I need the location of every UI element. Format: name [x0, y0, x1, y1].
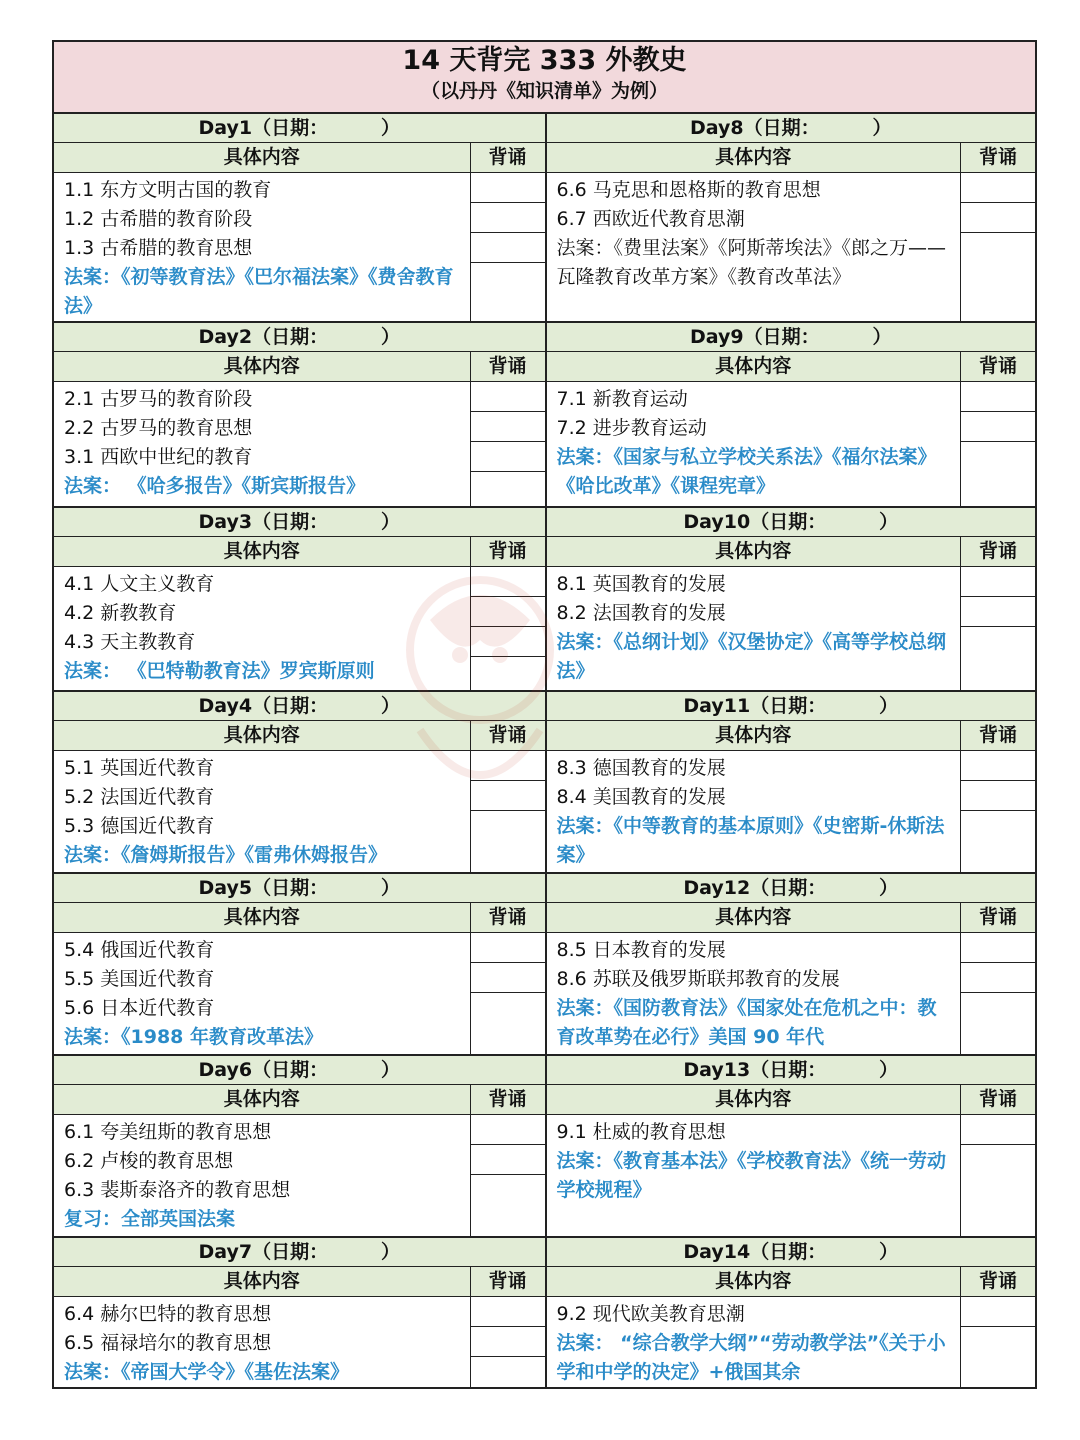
topic-item: 8.3 德国教育的发展	[556, 757, 726, 779]
recite-checkbox[interactable]	[961, 1297, 1035, 1327]
day-body	[547, 1297, 1036, 1387]
day-content	[54, 1115, 471, 1236]
recite-checkboxes	[961, 1297, 1035, 1387]
recite-checkbox[interactable]	[961, 933, 1035, 963]
day-label[interactable]: Day13（日期： ）	[547, 1056, 1036, 1085]
day-label[interactable]: Day8（日期： ）	[547, 114, 1036, 143]
day-body	[547, 1115, 1036, 1236]
recite-checkbox[interactable]	[471, 597, 545, 627]
day-content	[54, 173, 471, 321]
law-note: 法案：《初等教育法》《巴尔福法案》《费舍教育法》	[64, 266, 454, 317]
day-block	[54, 692, 545, 874]
recite-checkbox[interactable]	[471, 382, 545, 412]
day-content	[547, 933, 962, 1054]
day-block	[547, 114, 1036, 323]
content-header: 具体内容	[54, 721, 471, 750]
recite-checkbox[interactable]	[961, 993, 1035, 1054]
recite-checkbox[interactable]	[471, 627, 545, 657]
day-content	[547, 751, 962, 872]
topic-item: 6.1 夸美纽斯的教育思想	[64, 1121, 272, 1143]
recite-checkboxes	[471, 567, 545, 690]
topic-item: 6.2 卢梭的教育思想	[64, 1150, 234, 1172]
topic-item: 1.3 古希腊的教育思想	[64, 237, 253, 259]
recite-checkboxes	[961, 751, 1035, 872]
recite-checkbox[interactable]	[961, 963, 1035, 993]
day-block	[547, 323, 1036, 508]
recite-header: 背诵	[978, 540, 1017, 562]
law-note: 法案： “综合教学大纲”“劳动教学法”《关于小学和中学的决定》+俄国其余	[556, 1332, 946, 1383]
content-header: 具体内容	[547, 143, 962, 172]
left-column	[54, 114, 545, 1387]
column-header-row	[547, 352, 1036, 382]
recite-checkbox[interactable]	[471, 811, 545, 872]
right-column	[545, 114, 1036, 1387]
recite-checkbox[interactable]	[471, 1145, 545, 1175]
schedule-sheet	[52, 40, 1037, 1389]
column-header-row	[547, 903, 1036, 933]
law-note: 法案：《国家与私立学校关系法》《福尔法案》《哈比改革》《课程宪章》	[556, 446, 937, 497]
topic-item: 6.3 裴斯泰洛齐的教育思想	[64, 1179, 291, 1201]
recite-checkbox[interactable]	[961, 1115, 1035, 1145]
content-header: 具体内容	[547, 1085, 962, 1114]
column-header-row	[54, 903, 545, 933]
content-header: 具体内容	[547, 721, 962, 750]
recite-header: 背诵	[978, 146, 1017, 168]
recite-checkbox[interactable]	[961, 382, 1035, 412]
recite-checkboxes	[961, 1115, 1035, 1236]
recite-checkbox[interactable]	[471, 751, 545, 781]
recite-checkbox[interactable]	[471, 442, 545, 472]
day-block	[54, 874, 545, 1056]
recite-checkbox[interactable]	[961, 442, 1035, 506]
column-header-row	[54, 537, 545, 567]
recite-checkbox[interactable]	[961, 412, 1035, 442]
content-header: 具体内容	[54, 1085, 471, 1114]
day-content	[54, 751, 471, 872]
column-header-row	[547, 143, 1036, 173]
recite-checkboxes	[961, 173, 1035, 321]
topic-item: 5.4 俄国近代教育	[64, 939, 215, 961]
topic-item: 8.4 美国教育的发展	[556, 786, 726, 808]
column-header-row	[54, 1085, 545, 1115]
recite-checkbox[interactable]	[471, 472, 545, 506]
law-note: 法案：《1988 年教育改革法》	[64, 1026, 323, 1048]
content-header: 具体内容	[54, 903, 471, 932]
day-block	[547, 1238, 1036, 1387]
law-note: 法案：《总纲计划》《汉堡协定》《高等学校总纲法》	[556, 631, 947, 682]
recite-checkboxes	[471, 751, 545, 872]
topic-item: 8.2 法国教育的发展	[556, 602, 726, 624]
recite-checkbox[interactable]	[471, 1357, 545, 1387]
recite-header: 背诵	[488, 724, 527, 746]
day-body	[54, 933, 545, 1054]
day-body	[54, 1297, 545, 1387]
topic-item: 4.3 天主教教育	[64, 631, 196, 653]
topic-item: 6.6 马克思和恩格斯的教育思想	[556, 179, 821, 201]
day-label[interactable]: Day9（日期： ）	[547, 323, 1036, 352]
page-title: 14 天背完 333 外教史	[402, 45, 687, 76]
content-header: 具体内容	[54, 537, 471, 566]
day-label[interactable]: Day1（日期： ）	[54, 114, 545, 143]
recite-checkbox[interactable]	[471, 173, 545, 203]
topic-item: 6.7 西欧近代教育思潮	[556, 208, 745, 230]
day-block	[547, 1056, 1036, 1238]
recite-header: 背诵	[488, 146, 527, 168]
recite-checkbox[interactable]	[471, 1175, 545, 1236]
day-label[interactable]: Day5（日期： ）	[54, 874, 545, 903]
recite-header: 背诵	[978, 906, 1017, 928]
day-block	[54, 1056, 545, 1238]
recite-checkbox[interactable]	[961, 1327, 1035, 1387]
content-header: 具体内容	[54, 352, 471, 381]
recite-checkbox[interactable]	[961, 811, 1035, 872]
topic-item: 9.1 杜威的教育思想	[556, 1121, 726, 1143]
day-body	[54, 567, 545, 690]
day-body	[54, 382, 545, 506]
day-content	[54, 933, 471, 1054]
topic-item: 3.1 西欧中世纪的教育	[64, 446, 253, 468]
day-body	[547, 382, 1036, 506]
recite-header: 背诵	[488, 1270, 527, 1292]
day-body	[54, 1115, 545, 1236]
recite-checkbox[interactable]	[471, 993, 545, 1054]
recite-header: 背诵	[978, 1270, 1017, 1292]
day-content	[547, 173, 962, 321]
topic-item: 7.1 新教育运动	[556, 388, 688, 410]
day-label[interactable]: Day6（日期： ）	[54, 1056, 545, 1085]
day-label[interactable]: Day7（日期： ）	[54, 1238, 545, 1267]
day-body	[54, 751, 545, 872]
recite-checkbox[interactable]	[471, 263, 545, 321]
recite-header: 背诵	[488, 355, 527, 377]
day-label[interactable]: Day4（日期： ）	[54, 692, 545, 721]
recite-checkboxes	[471, 173, 545, 321]
content-header: 具体内容	[547, 903, 962, 932]
recite-checkbox[interactable]	[471, 1327, 545, 1357]
column-header-row	[547, 721, 1036, 751]
day-label[interactable]: Day10（日期： ）	[547, 508, 1036, 537]
recite-checkbox[interactable]	[961, 173, 1035, 203]
law-note: 法案：《费里法案》《阿斯蒂埃法》《郎之万——瓦隆教育改革方案》《教育改革法》	[556, 237, 947, 288]
day-body	[547, 751, 1036, 872]
recite-header: 背诵	[488, 540, 527, 562]
column-header-row	[547, 537, 1036, 567]
column-header-row	[547, 1085, 1036, 1115]
recite-checkbox[interactable]	[471, 203, 545, 233]
recite-checkboxes	[961, 567, 1035, 690]
recite-checkbox[interactable]	[961, 781, 1035, 811]
recite-checkboxes	[961, 933, 1035, 1054]
column-header-row	[54, 721, 545, 751]
recite-checkbox[interactable]	[471, 1297, 545, 1327]
topic-item: 5.6 日本近代教育	[64, 997, 215, 1019]
recite-checkboxes	[471, 1115, 545, 1236]
law-note: 法案： 《哈多报告》《斯宾斯报告》	[64, 475, 366, 497]
recite-checkbox[interactable]	[961, 203, 1035, 233]
day-body	[54, 173, 545, 321]
day-label[interactable]: Day12（日期： ）	[547, 874, 1036, 903]
law-note: 复习：全部英国法案	[64, 1208, 236, 1230]
topic-item: 7.2 进步教育运动	[556, 417, 707, 439]
day-block	[54, 114, 545, 323]
recite-checkbox[interactable]	[961, 597, 1035, 627]
recite-checkbox[interactable]	[471, 963, 545, 993]
day-block	[547, 508, 1036, 692]
recite-checkbox[interactable]	[961, 627, 1035, 690]
title-block	[54, 42, 1035, 114]
recite-header: 背诵	[978, 355, 1017, 377]
column-header-row	[54, 143, 545, 173]
topic-item: 9.2 现代欧美教育思潮	[556, 1303, 745, 1325]
column-header-row	[54, 1267, 545, 1297]
day-block	[547, 692, 1036, 874]
topic-item: 2.1 古罗马的教育阶段	[64, 388, 253, 410]
column-header-row	[547, 1267, 1036, 1297]
topic-item: 6.5 福禄培尔的教育思想	[64, 1332, 272, 1354]
topic-item: 5.2 法国近代教育	[64, 786, 215, 808]
day-block	[54, 1238, 545, 1387]
topic-item: 5.5 美国近代教育	[64, 968, 215, 990]
day-block	[547, 874, 1036, 1056]
day-label[interactable]: Day3（日期： ）	[54, 508, 545, 537]
day-label[interactable]: Day11（日期： ）	[547, 692, 1036, 721]
recite-checkbox[interactable]	[471, 933, 545, 963]
recite-checkboxes	[471, 1297, 545, 1387]
day-label[interactable]: Day14（日期： ）	[547, 1238, 1036, 1267]
day-content	[547, 567, 962, 690]
recite-checkbox[interactable]	[471, 1115, 545, 1145]
topic-item: 5.1 英国近代教育	[64, 757, 215, 779]
day-columns	[54, 114, 1035, 1387]
day-label[interactable]: Day2（日期： ）	[54, 323, 545, 352]
day-block	[54, 323, 545, 508]
content-header: 具体内容	[547, 1267, 962, 1296]
day-content	[547, 382, 962, 506]
day-body	[547, 173, 1036, 321]
recite-checkbox[interactable]	[471, 233, 545, 263]
day-body	[547, 933, 1036, 1054]
content-header: 具体内容	[547, 352, 962, 381]
topic-item: 1.2 古希腊的教育阶段	[64, 208, 253, 230]
law-note: 法案：《教育基本法》《学校教育法》《统一劳动学校规程》	[556, 1150, 947, 1201]
recite-checkbox[interactable]	[961, 751, 1035, 781]
recite-checkbox[interactable]	[961, 233, 1035, 321]
topic-item: 8.5 日本教育的发展	[556, 939, 726, 961]
law-note: 法案：《帝国大学令》《基佐法案》	[64, 1361, 350, 1383]
day-content	[547, 1297, 962, 1387]
law-note: 法案：《中等教育的基本原则》《史密斯-休斯法案》	[556, 815, 945, 866]
topic-item: 8.6 苏联及俄罗斯联邦教育的发展	[556, 968, 840, 990]
recite-checkbox[interactable]	[471, 657, 545, 690]
law-note: 法案： 《巴特勒教育法》罗宾斯原则	[64, 660, 375, 682]
topic-item: 4.1 人文主义教育	[64, 573, 215, 595]
recite-checkbox[interactable]	[471, 567, 545, 597]
day-body	[547, 567, 1036, 690]
recite-checkbox[interactable]	[471, 781, 545, 811]
recite-header: 背诵	[488, 1088, 527, 1110]
content-header: 具体内容	[54, 1267, 471, 1296]
recite-checkbox[interactable]	[471, 412, 545, 442]
topic-item: 8.1 英国教育的发展	[556, 573, 726, 595]
topic-item: 5.3 德国近代教育	[64, 815, 215, 837]
topic-item: 2.2 古罗马的教育思想	[64, 417, 253, 439]
content-header: 具体内容	[54, 143, 471, 172]
content-header: 具体内容	[547, 537, 962, 566]
page-subtitle: （以丹丹《知识清单》为例）	[420, 80, 668, 102]
recite-checkboxes	[471, 933, 545, 1054]
law-note: 法案：《詹姆斯报告》《雷弗休姆报告》	[64, 844, 388, 866]
recite-header: 背诵	[978, 724, 1017, 746]
topic-item: 4.2 新教教育	[64, 602, 177, 624]
day-content	[547, 1115, 962, 1236]
recite-checkbox[interactable]	[961, 1145, 1035, 1236]
topic-item: 1.1 东方文明古国的教育	[64, 179, 272, 201]
column-header-row	[54, 352, 545, 382]
recite-checkbox[interactable]	[961, 567, 1035, 597]
topic-item: 6.4 赫尔巴特的教育思想	[64, 1303, 272, 1325]
law-note: 法案：《国防教育法》《国家处在危机之中：教育改革势在必行》美国 90 年代	[556, 997, 937, 1048]
recite-checkboxes	[961, 382, 1035, 506]
recite-header: 背诵	[978, 1088, 1017, 1110]
day-content	[54, 567, 471, 690]
day-content	[54, 1297, 471, 1387]
day-content	[54, 382, 471, 506]
recite-header: 背诵	[488, 906, 527, 928]
day-block	[54, 508, 545, 692]
recite-checkboxes	[471, 382, 545, 506]
